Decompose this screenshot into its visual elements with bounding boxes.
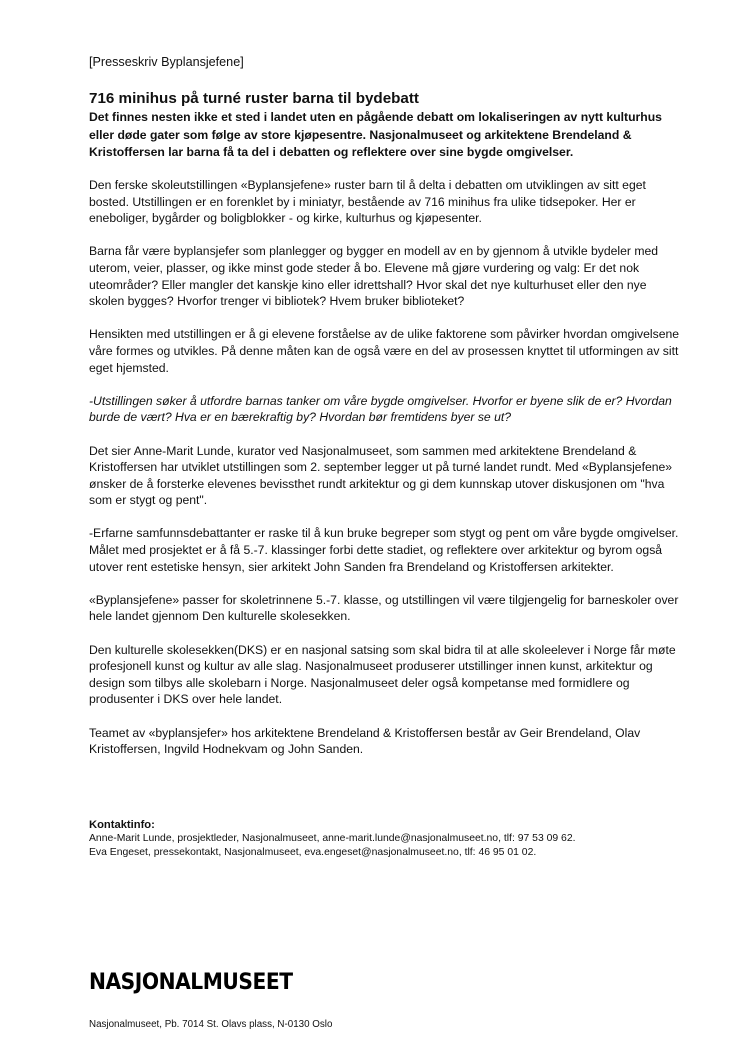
contact-info xyxy=(89,818,679,860)
body-paragraph: Den ferske skoleutstillingen «Byplansjefene» ruster barn til å delta i debatten om utviklingen av sitt eget bosted. Utstillingen er en forenklet by i miniatyr, bestående av 716 minihus fra ulike tidsepoker. Her er eneboliger, bygårder og boligblokker - og kirke, kulturhus og kjøpesenter. xyxy=(89,178,646,226)
quote-paragraph: -Utstillingen søker å utfordre barnas tanker om våre bygde omgivelser. Hvorfor er byene slik de er? Hvordan burde de vært? Hva er en bærekraftig by? Hvordan bør fremtidens byer se ut? xyxy=(89,393,672,425)
body-text xyxy=(89,177,681,774)
body-paragraph: Teamet av «byplansjefer» hos arkitektene Brendeland & Kristoffersen består av Geir Brendeland, Olav Kristoffersen, Ingvild Hodnekvam og John Sanden. xyxy=(89,725,641,757)
document-tag: [Presseskriv Byplansjefene] xyxy=(89,55,244,69)
contact-line: Eva Engeset, pressekontakt, Nasjonalmuseet, eva.engeset@nasjonalmuseet.no, tlf: 46 95 01 02. xyxy=(89,847,537,859)
body-paragraph: -Erfarne samfunnsdebattanter er raske til å kun bruke begreper som stygt og pent om våre bygde omgivelser. Målet med prosjektet er å få 5.-7. klassinger forbi dette stadiet, og reflektere over arkitektur og byrom også utover rent estetiske hensyn, sier arkitekt John Sanden fra Brendeland og Kristoffersen arkitekter. xyxy=(89,526,679,574)
lead-paragraph: Det finnes nesten ikke et sted i landet uten en pågående debatt om lokaliseringen av nytt kulturhus eller døde gater som følge av store kjøpesentre. Nasjonalmuseet og arkitektene Brendeland & Kristoffersen lar barna få ta del i debatten og reflektere over sine bygde omgivelser. xyxy=(89,110,662,159)
contact-line: Anne-Marit Lunde, prosjektleder, Nasjonalmuseet, anne-marit.lunde@nasjonalmuseet.no, tlf: 97 53 09 62. xyxy=(89,833,576,844)
headline: 716 minihus på turné ruster barna til bydebatt xyxy=(89,90,419,107)
footer-address: Nasjonalmuseet, Pb. 7014 St. Olavs plass, N-0130 Oslo xyxy=(89,1019,333,1030)
body-paragraph: «Byplansjefene» passer for skoletrinnene 5.-7. klasse, og utstillingen vil være tilgjengelig for barneskoler over hele landet gjennom Den kulturelle skolesekken. xyxy=(89,592,679,624)
body-paragraph: Barna får være byplansjefer som planlegger og bygger en modell av en by gjennom å utvikle bydeler med uterom, veier, plasser, og ikke minst gode steder å bo. Elevene må gjøre vurdering og valg: Er det nok uteområder? Eller mangler det kanskje kino eller idrettshall? Hvor skal det nye kulturhuset eller den nye skolen bygges? Hvorfor trenger vi bibliotek? Hvem bruker biblioteket? xyxy=(89,244,659,309)
contact-heading: Kontaktinfo: xyxy=(89,819,155,831)
body-paragraph: Den kulturelle skolesekken(DKS) er en nasjonal satsing som skal bidra til at alle skoleelever i Norge får møte profesjonell kunst og kultur av alle slag. Nasjonalmuseet produserer utstillinger innen kunst, arkitektur og design som tilbys alle skolebarn i Norge. Nasjonalmuseet deler også kompetanse med formidlere og produsenter i DKS over hele landet. xyxy=(89,642,676,707)
body-paragraph: Det sier Anne-Marit Lunde, kurator ved Nasjonalmuseet, som sammen med arkitektene Brendeland & Kristoffersen har utviklet utstillingen som 2. september legger ut på turné landet rundt. Med «Byplansjefene» ønsker de å forsterke elevenes bevissthet rundt arkitektur og gi dem kunnskap utover diskusjonen om "hva som er stygt og pent". xyxy=(89,443,673,508)
body-paragraph: Hensikten med utstillingen er å gi elevene forståelse av de ulike faktorene som påvirker hvordan omgivelsene våre formes og utvikles. På denne måten kan de også være en del av prosessen knyttet til utformingen av sitt eget hjemsted. xyxy=(89,327,680,375)
museum-logo: NASJONALMUSEET xyxy=(89,970,293,995)
